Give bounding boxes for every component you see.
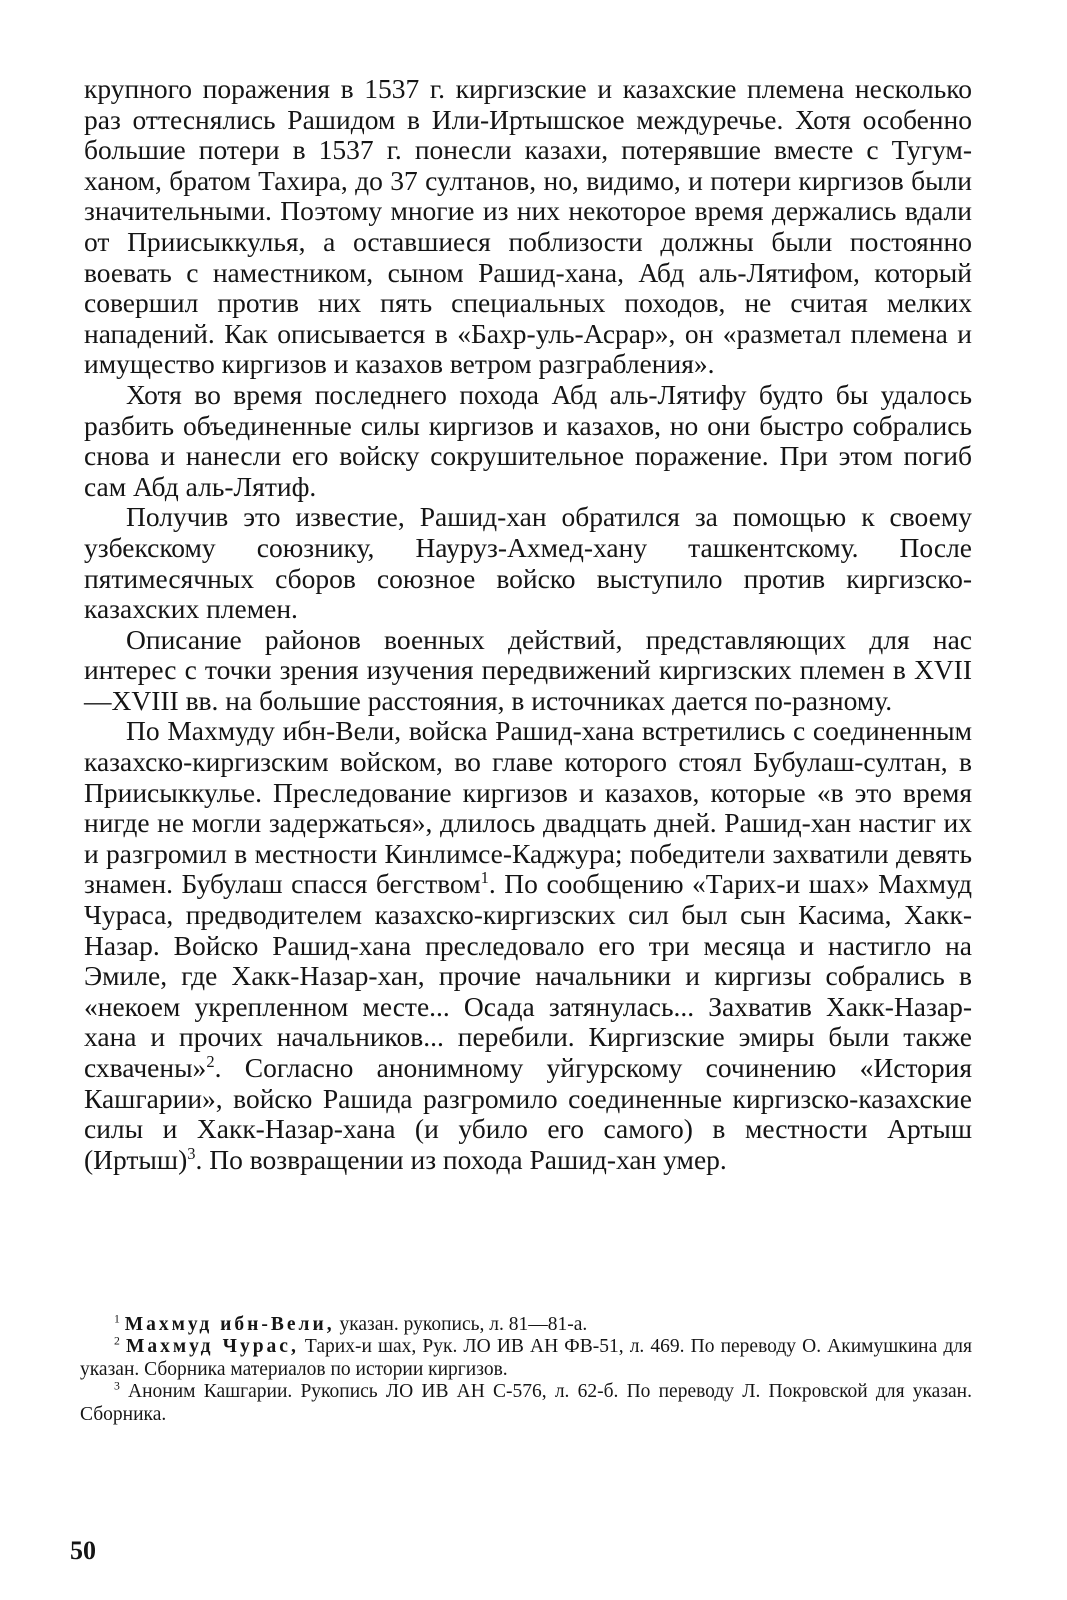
- paragraph-2: Хотя во время последнего похода Абд аль-Лятифу будто бы удалось разбить объединенные силы киргизов и казахов, но они быстро собрались снова и нанесли его войску сокрушительное поражение. При этом погиб сам Абд аль-Лятиф.: [84, 378, 972, 502]
- footnote-3: [80, 1381, 972, 1426]
- footnote-mark-3: 3: [114, 1379, 120, 1393]
- page-number: 50: [70, 1536, 96, 1565]
- footnotes: [80, 1314, 972, 1426]
- paragraph-5-part-3: . Согласно анонимному уйгурскому сочинению «История Кашгарии», войско Рашида разгромило соединенные киргизско-казахские силы и Хакк-Назар-хана (и убило его самого) в местности Артыш (Иртыш): [84, 1052, 972, 1175]
- footnote-2: [80, 1336, 972, 1381]
- paragraph-3: Получив это известие, Рашид-хан обратился за помощью к своему узбекскому союзнику, Науруз-Ахмед-хану ташкентскому. После пятимесячных сборов союзное войско выступило против киргизско-казахских племен.: [84, 501, 972, 625]
- footnote-mark-2: 2: [114, 1334, 120, 1348]
- footnote-3-text: Аноним Кашгарии. Рукопись ЛО ИВ АН С-576, л. 62-б. По переводу Л. Покровской для указан. Сборника.: [80, 1381, 972, 1425]
- paragraph-5-part-1: По Махмуду ибн-Вели, войска Рашид-хана встретились с соединенным казахско-киргизским войском, во главе которого стоял Бубулаш-султан, в Приисыккулье. Преследование киргизов и казахов, которые «в это время нигде не могли задержаться», длилось двадцать дней. Рашид-хан настиг их и разгромил в местности Кинлимсе-Каджура; победители захватили девять знамен. Бубулаш спасся бегством: [84, 715, 972, 900]
- footnote-2-text: Тарих-и шах, Рук. ЛО ИВ АН ФВ-51, л. 469. По переводу О. Акимушкина для указан. Сборника материалов по истории киргизов.: [80, 1336, 972, 1380]
- footnote-ref-1: 1: [480, 868, 489, 888]
- footnote-1: [80, 1314, 972, 1336]
- main-text: [84, 74, 972, 1175]
- paragraph-5-part-4: . По возвращении из похода Рашид-хан умер.: [195, 1143, 727, 1175]
- footnote-ref-2: 2: [206, 1051, 215, 1071]
- footnote-ref-3: 3: [187, 1143, 196, 1163]
- paragraph-1: крупного поражения в 1537 г. киргизские и казахские племена несколько раз оттеснялись Рашидом в Или-Иртышское междуречье. Хотя особенно большие потери в 1537 г. понесли казахи, потерявшие вместе с Тугум-ханом, братом Тахира, до 37 султанов, но, видимо, и потери киргизов были значительными. Поэтому многие из них некоторое время держались вдали от Приисыккулья, а оставшиеся поблизости должны были постоянно воевать с наместником, сыном Рашид-хана, Абд аль-Лятифом, который совершил против них пять специальных походов, не считая мелких нападений. Как описывается в «Бахр-уль-Асрар», он «разметал племена и имущество киргизов и казахов ветром разграбления».: [84, 73, 972, 380]
- paragraph-4: Описание районов военных действий, представляющих для нас интерес с точки зрения изучения передвижений киргизских племен в XVII—XVIII вв. на большие расстояния, в источниках дается по-разному.: [84, 623, 972, 716]
- footnote-2-author: Махмуд Чурас,: [125, 1336, 299, 1358]
- footnote-1-text: указан. рукопись, л. 81—81-а.: [334, 1314, 588, 1335]
- footnote-mark-1: 1: [114, 1312, 120, 1326]
- paragraph-5-part-2: . По сообщению «Тарих-и шах» Махмуд Чураса, предводителем казахско-киргизских сил был сын Касима, Хакк-Назар. Войско Рашид-хана преследовало его три месяца и настигло на Эмиле, где Хакк-Назар-хан, прочие начальники и киргизы собрались в «некоем укрепленном месте... Осада затянулась... Захватив Хакк-Назар-хана и прочих начальников... перебили. Киргизские эмиры были также схвачены»: [84, 868, 972, 1083]
- footnote-1-author: Махмуд ибн-Вели,: [124, 1314, 335, 1335]
- paragraph-5: [84, 716, 972, 1175]
